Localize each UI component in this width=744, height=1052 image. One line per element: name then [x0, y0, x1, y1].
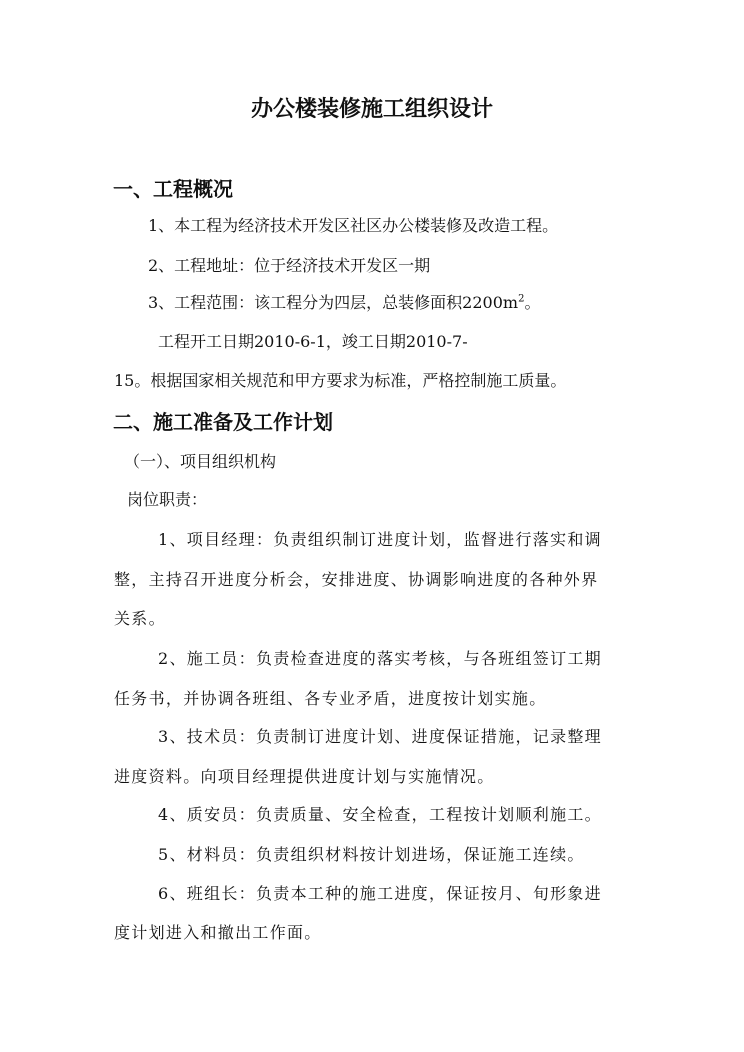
sub-heading-organization: （一）、项目组织机构: [124, 452, 277, 471]
overview-item-5: 15。根据国家相关规范和甲方要求为标准，严格控制施工质量。: [114, 371, 567, 390]
area-unit-superscript: 2: [518, 293, 525, 305]
duty-line: 进度资料。向项目经理提供进度计划与实施情况。: [114, 767, 495, 786]
section-heading-preparation: 二、施工准备及工作计划: [113, 410, 333, 434]
duty-line: 整，主持召开进度分析会，安排进度、协调影响进度的各种外界: [114, 570, 599, 589]
overview-item-4: 工程开工日期2010-6-1，竣工日期2010-7-: [158, 332, 468, 351]
duty-line: 5、材料员：负责组织材料按计划进场，保证施工连续。: [158, 845, 585, 864]
overview-item-1: 1、本工程为经济技术开发区社区办公楼装修及改造工程。: [148, 216, 559, 235]
duty-line: 度计划进入和撤出工作面。: [114, 923, 322, 942]
section-heading-overview: 一、工程概况: [113, 177, 233, 201]
overview-item-3-end: 。: [524, 293, 541, 312]
overview-item-2: 2、工程地址：位于经济技术开发区一期: [148, 256, 431, 275]
duty-line: 3、技术员：负责制订进度计划、进度保证措施，记录整理: [158, 727, 602, 746]
duty-line: 4、质安员：负责质量、安全检查，工程按计划顺利施工。: [158, 805, 602, 824]
overview-item-3-text: 3、工程范围：该工程分为四层，总装修面积2200m: [148, 293, 519, 312]
duty-line: 6、班组长：负责本工种的施工进度，保证按月、旬形象进: [158, 884, 602, 903]
document-title: 办公楼装修施工组织设计: [250, 97, 493, 122]
duty-line: 1、项目经理：负责组织制订进度计划，监督进行落实和调: [158, 530, 602, 549]
duty-line: 关系。: [114, 609, 166, 628]
duty-line: 2、施工员：负责检查进度的落实考核，与各班组签订工期: [158, 649, 602, 668]
duty-label: 岗位职责：: [127, 490, 208, 509]
overview-item-3: [148, 293, 540, 313]
duty-line: 任务书，并协调各班组、各专业矛盾，进度按计划实施。: [114, 689, 547, 708]
